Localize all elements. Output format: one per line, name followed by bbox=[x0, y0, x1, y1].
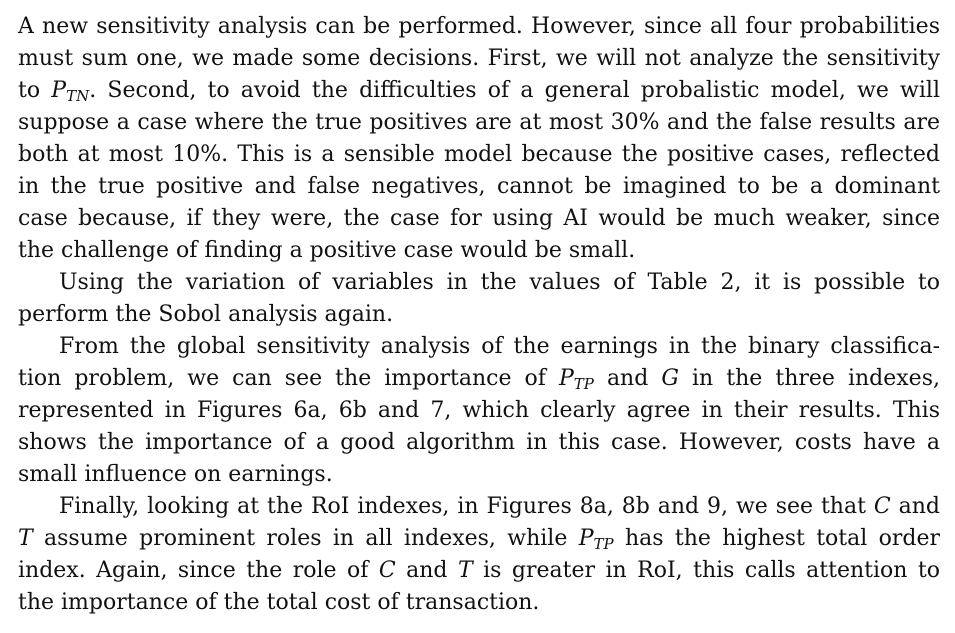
text-line: From the global sensitivity analysis of the earnings in the binary classifica- bbox=[59, 334, 940, 359]
text-line: represented in Figures 6a, 6b and 7, which clearly agree in their results. This bbox=[18, 398, 940, 423]
text-fragment: tion problem, we can see the importance of bbox=[18, 366, 559, 391]
text-line: perform the Sobol analysis again. bbox=[18, 302, 394, 327]
math-subscript: TP bbox=[593, 535, 614, 553]
text-line bbox=[18, 523, 940, 555]
math-variable: P bbox=[578, 526, 594, 551]
text-fragment: and bbox=[890, 494, 940, 519]
text-line: A new sensitivity analysis can be performed. However, since all four probabilities bbox=[18, 14, 940, 39]
paper-page bbox=[18, 11, 940, 619]
math-variable: G bbox=[661, 366, 679, 391]
text-line bbox=[18, 363, 940, 395]
text-line: the challenge of finding a positive case would be small. bbox=[18, 238, 636, 263]
text-line bbox=[18, 555, 940, 587]
text-fragment: in the three indexes, bbox=[678, 366, 940, 391]
text-line: Using the variation of variables in the values of Table 2, it is possible to bbox=[59, 270, 940, 295]
text-line: in the true positive and false negatives, cannot be imagined to be a dominant bbox=[18, 174, 940, 199]
text-line: the importance of the total cost of transaction. bbox=[18, 590, 540, 615]
math-variable: P bbox=[51, 78, 67, 103]
text-fragment: assume prominent roles in all indexes, while bbox=[32, 526, 579, 551]
text-fragment: and bbox=[395, 558, 458, 583]
paragraph-4 bbox=[18, 491, 940, 619]
text-line bbox=[18, 75, 940, 107]
text-fragment: has the highest total order bbox=[613, 526, 940, 551]
paragraph-1 bbox=[18, 11, 940, 267]
text-line: small influence on earnings. bbox=[18, 462, 333, 487]
text-fragment: Finally, looking at the RoI indexes, in Figures 8a, 8b and 9, we see that bbox=[59, 494, 874, 519]
text-line bbox=[18, 491, 940, 523]
math-variable: P bbox=[558, 366, 574, 391]
text-line: case because, if they were, the case for using AI would be much weaker, since bbox=[18, 206, 940, 231]
math-subscript: TN bbox=[66, 87, 90, 105]
math-variable: T bbox=[457, 558, 473, 583]
math-variable: C bbox=[378, 558, 396, 583]
text-line: both at most 10%. This is a sensible model because the positive cases, reflected bbox=[18, 142, 940, 167]
text-fragment: and bbox=[593, 366, 662, 391]
text-fragment: index. Again, since the role of bbox=[18, 558, 379, 583]
paragraph-3 bbox=[18, 331, 940, 491]
text-line: shows the importance of a good algorithm in this case. However, costs have a bbox=[18, 430, 940, 455]
text-line: must sum one, we made some decisions. First, we will not analyze the sensitivity bbox=[18, 46, 940, 71]
math-variable: T bbox=[18, 526, 33, 551]
text-fragment: to bbox=[18, 78, 52, 103]
paragraph-2 bbox=[18, 267, 940, 331]
text-line: suppose a case where the true positives are at most 30% and the false results are bbox=[18, 110, 940, 135]
text-fragment: is greater in RoI, this calls attention to bbox=[472, 558, 940, 583]
math-variable: C bbox=[873, 494, 891, 519]
text-fragment: . Second, to avoid the difficulties of a general probalistic model, we will bbox=[89, 78, 940, 103]
math-subscript: TP bbox=[573, 375, 594, 393]
